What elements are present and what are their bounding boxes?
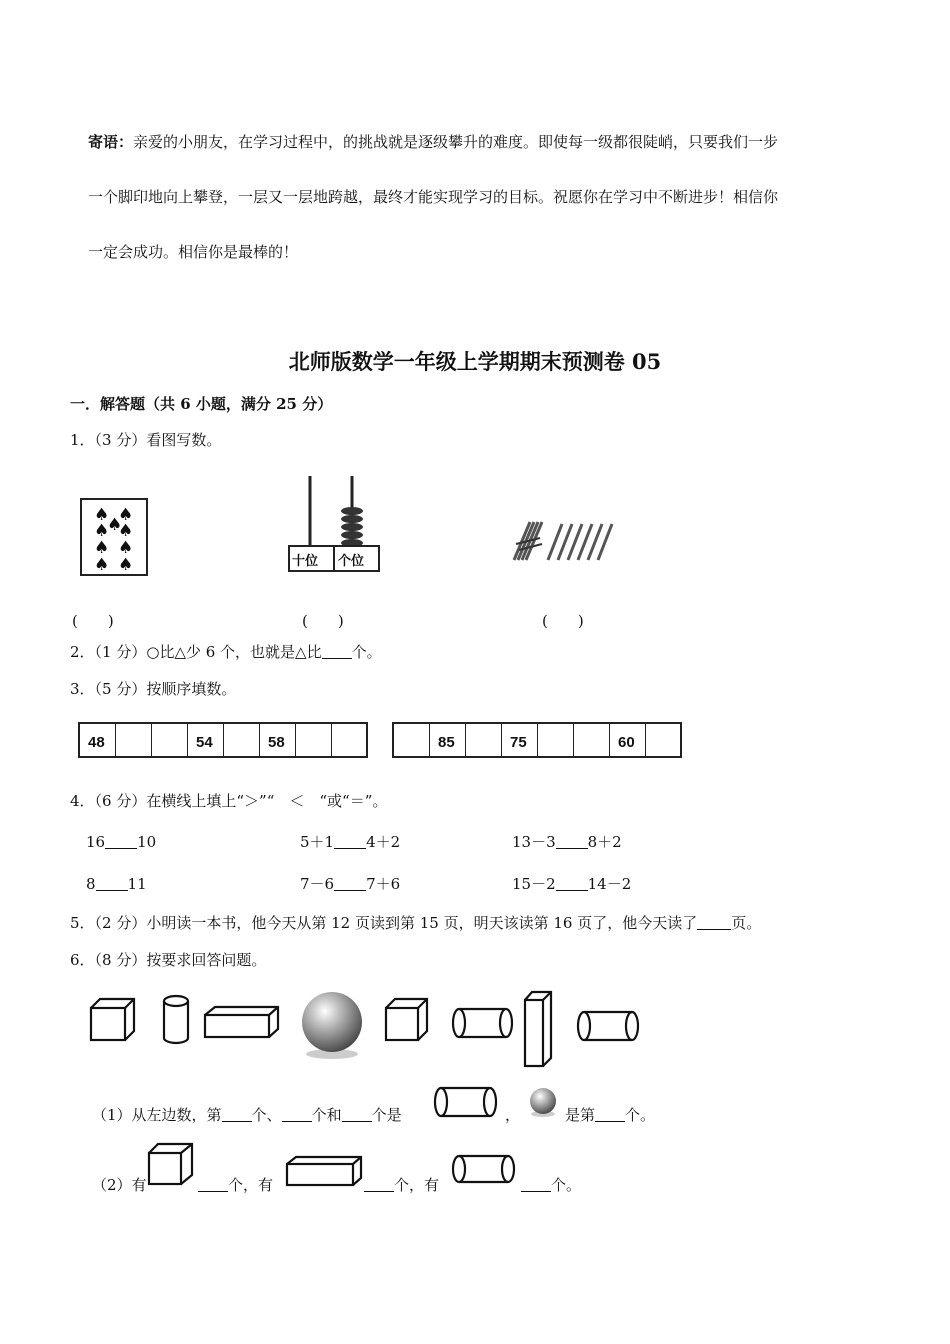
q5-line: [70, 913, 761, 933]
motto-line-2: 一个脚印地向上攀登，一层又一层地跨越，最终才能实现学习的目标。祝愿你在学习中不断进步！相信你: [88, 188, 779, 206]
abacus-label-tens: 十位: [292, 554, 319, 569]
compare-item-5: 7－6 7＋6: [300, 875, 401, 893]
q1-text: 1．（3 分）看图写数。: [70, 431, 222, 449]
motto-text-1: 亲爱的小朋友，在学习过程中，的挑战就是逐级攀升的难度。即使每一级都很陡峭，只要我们一步: [133, 133, 779, 151]
sequence-row-1: [78, 722, 368, 758]
motto-line-3: 一定会成功。相信你是最棒的！: [88, 243, 299, 261]
compare-item-1: 16 10: [86, 833, 157, 851]
seq-cell[interactable]: [646, 724, 680, 756]
section-heading: 一．解答题（共 6 小题，满分 25 分）: [70, 395, 333, 413]
compare-item-4: 8 11: [86, 875, 147, 893]
q6-blank[interactable]: [342, 1107, 372, 1122]
q2-line: [70, 642, 382, 662]
q5-text: 5．（2 分）小明读一本书，他今天从第 12 页读到第 15 页，明天该读第 16 页了，他今天读了: [70, 914, 698, 932]
q5-unit: 页。: [731, 914, 762, 932]
compare-item-3: 13－3 8＋2: [512, 833, 622, 851]
q5-blank[interactable]: [697, 915, 731, 930]
seq-cell: 75: [502, 724, 538, 756]
seq-cell: 58: [260, 724, 296, 756]
cylinder-icon: [432, 1086, 502, 1120]
seq-cell[interactable]: [538, 724, 574, 756]
q2-unit: 个。: [351, 643, 382, 661]
compare-blank[interactable]: [96, 876, 128, 891]
seq-cell: 48: [80, 724, 116, 756]
seq-cell: 60: [610, 724, 646, 756]
compare-blank[interactable]: [334, 876, 366, 891]
q6-blank[interactable]: [198, 1177, 228, 1192]
q6-part2-b: 个，有: [198, 1175, 273, 1195]
q6-part2-a: （2）有: [92, 1176, 147, 1194]
compare-blank[interactable]: [556, 876, 588, 891]
q6-blank[interactable]: [222, 1107, 252, 1122]
playing-card-image: [80, 498, 150, 578]
shapes-row-image: [88, 988, 648, 1070]
svg-text:♠: ♠: [118, 538, 134, 558]
cylinder-icon: [450, 1154, 520, 1186]
q6-blank[interactable]: [521, 1177, 551, 1192]
compare-item-6: 15－2 14－2: [512, 875, 632, 893]
abacus-label-ones: 个位: [338, 554, 365, 569]
seq-cell[interactable]: [574, 724, 610, 756]
compare-blank[interactable]: [334, 834, 366, 849]
svg-text:♠: ♠: [118, 555, 134, 575]
svg-text:♠: ♠: [94, 555, 110, 575]
compare-item-2: 5＋1 4＋2: [300, 833, 401, 851]
q6-part1-comma: ，: [505, 1106, 521, 1124]
q2-blank[interactable]: [322, 644, 352, 659]
q2-text: 2．（1 分）○比△少 6 个，也就是△比: [70, 643, 322, 661]
svg-text:♠: ♠: [94, 538, 110, 558]
q1-answer-1[interactable]: ( ): [72, 612, 114, 630]
q6-part1-a: （1）从左边数，第 个、 个和 个是: [92, 1106, 402, 1124]
svg-text:♠: ♠: [118, 521, 134, 541]
motto-label: 寄语：: [88, 133, 134, 151]
q3-text: 3．（5 分）按顺序填数。: [70, 680, 237, 698]
page-title: 北师版数学一年级上学期期末预测卷 05: [288, 349, 662, 374]
q6-part1-b: 是第 个。: [565, 1106, 656, 1124]
svg-text:♠: ♠: [107, 515, 123, 535]
cube-icon: [146, 1141, 198, 1187]
q4-text: 4．（6 分）在横线上填上“＞”“ ＜ “或“＝”。: [70, 792, 388, 810]
seq-cell[interactable]: [224, 724, 260, 756]
q6-blank[interactable]: [364, 1177, 394, 1192]
svg-text:♠: ♠: [94, 505, 110, 525]
motto-line-1: [88, 132, 778, 152]
q6-text: 6．（8 分）按要求回答问题。: [70, 951, 267, 969]
compare-blank[interactable]: [105, 834, 137, 849]
sticks-image: [510, 518, 615, 564]
seq-cell[interactable]: [332, 724, 366, 756]
seq-cell[interactable]: [116, 724, 152, 756]
cuboid-icon: [284, 1154, 364, 1188]
q1-answer-2[interactable]: ( ): [302, 612, 344, 630]
q6-part2-d: 个。: [521, 1175, 581, 1195]
seq-cell[interactable]: [466, 724, 502, 756]
svg-text:♠: ♠: [118, 505, 134, 525]
seq-cell[interactable]: [152, 724, 188, 756]
compare-blank[interactable]: [556, 834, 588, 849]
seq-cell[interactable]: [296, 724, 332, 756]
seq-cell: 85: [430, 724, 466, 756]
q6-blank[interactable]: [595, 1107, 625, 1122]
sequence-row-2: [392, 722, 682, 758]
seq-cell[interactable]: [394, 724, 430, 756]
sphere-icon: [526, 1086, 560, 1120]
q1-answer-3[interactable]: ( ): [542, 612, 584, 630]
q6-part2-c: 个，有: [364, 1175, 439, 1195]
seq-cell: 54: [188, 724, 224, 756]
svg-text:♠: ♠: [94, 521, 110, 541]
q6-blank[interactable]: [282, 1107, 312, 1122]
